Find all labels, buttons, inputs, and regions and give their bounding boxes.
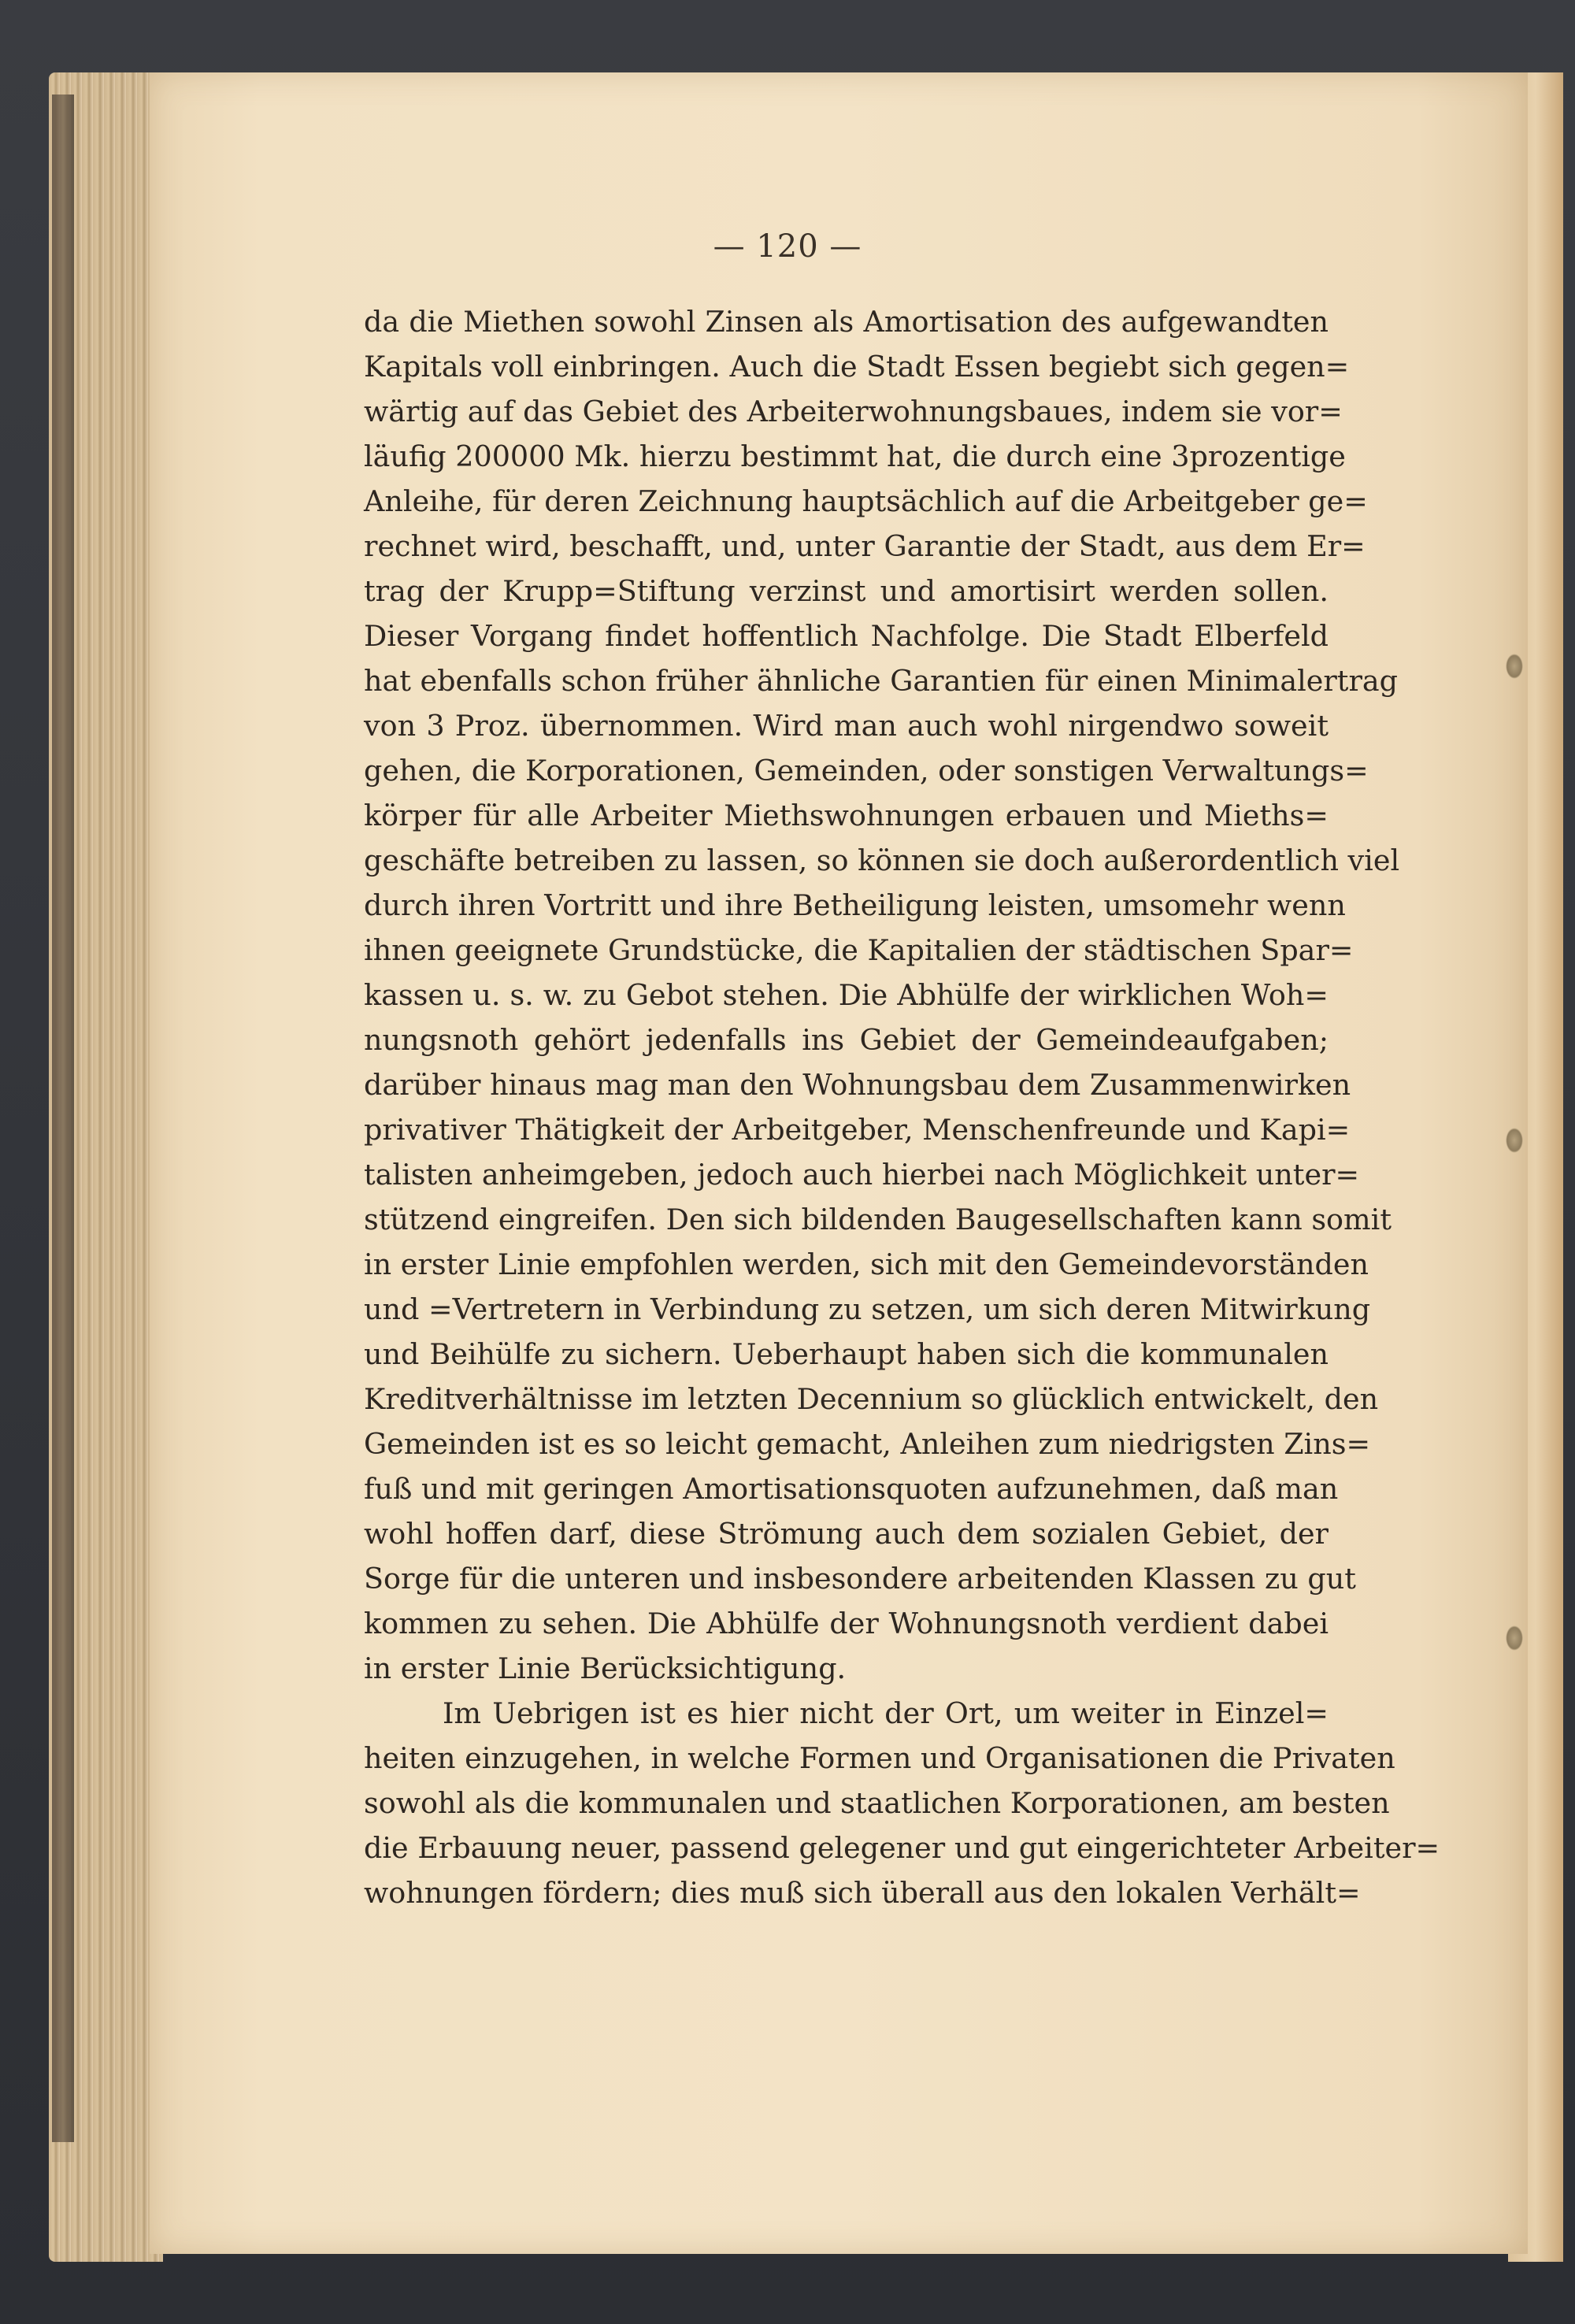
text-line: wohl hoffen darf, diese Strömung auch dem sozialen Gebiet, der (364, 1517, 1329, 1551)
text-line: da die Miethen sowohl Zinsen als Amortisation des aufgewandten (364, 305, 1329, 339)
text-line: rechnet wird, beschafft, und, unter Garantie der Stadt, aus dem Er= (364, 529, 1366, 563)
page-tab-marker (1506, 1128, 1523, 1153)
text-line: und =Vertretern in Verbindung zu setzen, um sich deren Mitwirkung (364, 1292, 1371, 1326)
page-tab-marker (1506, 1625, 1523, 1651)
text-line: nungsnoth gehört jedenfalls ins Gebiet der Gemeindeaufgaben; (364, 1023, 1329, 1057)
text-line: und Beihülfe zu sichern. Ueberhaupt haben sich die kommunalen (364, 1337, 1329, 1371)
text-line: von 3 Proz. übernommen. Wird man auch wohl nirgendwo soweit (364, 709, 1329, 743)
page-tab-marker (1506, 654, 1523, 679)
text-line: Sorge für die unteren und insbesondere arbeitenden Klassen zu gut (364, 1562, 1356, 1596)
text-line: trag der Krupp=Stiftung verzinst und amortisirt werden sollen. (364, 574, 1329, 608)
text-line: geschäfte betreiben zu lassen, so können sie doch außerordentlich viel (364, 843, 1400, 877)
paragraph (364, 1691, 1440, 1915)
text-line: Anleihe, für deren Zeichnung hauptsächlich auf die Arbeitgeber ge= (364, 484, 1368, 518)
text-line: sowohl als die kommunalen und staatlichen Korporationen, am besten (364, 1786, 1390, 1820)
text-line: kassen u. s. w. zu Gebot stehen. Die Abhülfe der wirklichen Woh= (364, 978, 1329, 1012)
text-line: in erster Linie empfohlen werden, sich mit den Gemeindevorständen (364, 1247, 1369, 1281)
page-number: — 120 — (713, 228, 862, 265)
text-line: hat ebenfalls schon früher ähnliche Garantien für einen Minimalertrag (364, 664, 1399, 698)
text-line: Gemeinden ist es so leicht gemacht, Anleihen zum niedrigsten Zins= (364, 1427, 1371, 1461)
text-line: privativer Thätigkeit der Arbeitgeber, Menschenfreunde und Kapi= (364, 1113, 1351, 1147)
text-line: wohnungen fördern; dies muß sich überall aus den lokalen Verhält= (364, 1876, 1361, 1910)
text-line: durch ihren Vortritt und ihre Betheiligung leisten, umsomehr wenn (364, 888, 1346, 922)
text-line: Kreditverhältnisse im letzten Decennium so glücklich entwickelt, den (364, 1382, 1379, 1416)
text-line: fuß und mit geringen Amortisationsquoten aufzunehmen, daß man (364, 1472, 1339, 1506)
text-line: talisten anheimgeben, jedoch auch hierbei nach Möglichkeit unter= (364, 1158, 1360, 1192)
text-line: darüber hinaus mag man den Wohnungsbau dem Zusammenwirken (364, 1068, 1351, 1102)
text-line: heiten einzugehen, in welche Formen und Organisationen die Privaten (364, 1741, 1395, 1775)
book-spine (52, 95, 74, 2142)
text-line: stützend eingreifen. Den sich bildenden Baugesellschaften kann somit (364, 1203, 1392, 1236)
text-line: gehen, die Korporationen, Gemeinden, oder sonstigen Verwaltungs= (364, 754, 1369, 788)
text-line: in erster Linie Berücksichtigung. (364, 1651, 847, 1685)
text-line: körper für alle Arbeiter Miethswohnungen erbauen und Mieths= (364, 799, 1329, 832)
text-line: Dieser Vorgang findet hoffentlich Nachfolge. Die Stadt Elberfeld (364, 619, 1329, 653)
text-line: läufig 200000 Mk. hierzu bestimmt hat, die durch eine 3prozentige (364, 439, 1346, 473)
text-line: kommen zu sehen. Die Abhülfe der Wohnungsnoth verdient dabei (364, 1607, 1329, 1640)
text-line: Im Uebrigen ist es hier nicht der Ort, um weiter in Einzel= (443, 1696, 1329, 1730)
body-text (364, 299, 1440, 1915)
text-line: ihnen geeignete Grundstücke, die Kapitalien der städtischen Spar= (364, 933, 1354, 967)
paragraph (364, 299, 1400, 1691)
text-line: die Erbauung neuer, passend gelegener und gut eingerichteter Arbeiter= (364, 1831, 1440, 1865)
text-line: Kapitals voll einbringen. Auch die Stadt Essen begiebt sich gegen= (364, 350, 1350, 384)
text-line: wärtig auf das Gebiet des Arbeiterwohnungsbaues, indem sie vor= (364, 395, 1343, 428)
